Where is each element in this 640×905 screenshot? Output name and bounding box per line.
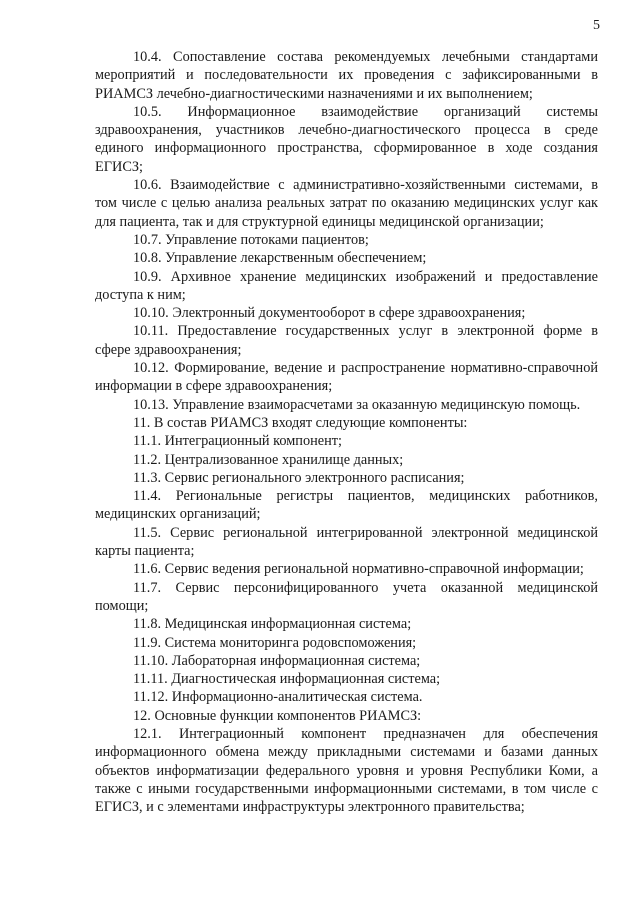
paragraph-10-4: 10.4. Сопоставление состава рекомендуемых лечебными стандартами мероприятий и последовательности их проведения с зафиксированными в РИАМСЗ лечебно-диагностическими назначениями и их выполнением; (95, 49, 598, 102)
paragraph-11-9: 11.9. Система мониторинга родовспоможения; (133, 634, 417, 651)
paragraph-11-6: 11.6. Сервис ведения региональной нормативно-справочной информации; (133, 561, 584, 578)
paragraph-11-3: 11.3. Сервис регионального электронного расписания; (133, 469, 465, 486)
paragraph-11-5: 11.5. Сервис региональной интегрированной электронной медицинской карты пациента; (95, 524, 598, 560)
paragraph-10-9: 10.9. Архивное хранение медицинских изображений и предоставление доступа к ним; (95, 268, 598, 303)
paragraph-11: 11. В состав РИАМСЗ входят следующие компоненты: (133, 414, 468, 431)
paragraph-10-5: 10.5. Информационное взаимодействие организаций системы здравоохранения, участников лечебно-диагностического процесса в среде единого информационного пространства, сформированное в ходе создания ЕГИСЗ; (95, 103, 598, 175)
paragraph-10-8: 10.8. Управление лекарственным обеспечением; (133, 250, 427, 267)
paragraph-10-13: 10.13. Управление взаиморасчетами за оказанную медицинскую помощь. (133, 396, 581, 413)
paragraph-10-10: 10.10. Электронный документооборот в сфере здравоохранения; (133, 305, 526, 322)
paragraph-10-6: 10.6. Взаимодействие с административно-хозяйственными системами, в том числе с целью анализа реальных затрат по оказанию медицинских услуг как для пациента, так и для структурной единицы медицинской организации; (95, 177, 598, 230)
document-body (95, 48, 598, 816)
paragraph-10-12: 10.12. Формирование, ведение и распространение нормативно-справочной информации в сфере здравоохранения; (95, 360, 598, 395)
paragraph-11-7: 11.7. Сервис персонифицированного учета оказанной медицинской помощи; (95, 579, 598, 614)
paragraph-11-1: 11.1. Интеграционный компонент; (133, 433, 342, 450)
paragraph-11-4: 11.4. Региональные регистры пациентов, медицинских работников, медицинских организаций; (95, 488, 598, 523)
page-number: 5 (593, 18, 600, 33)
paragraph-11-12: 11.12. Информационно-аналитическая система. (133, 689, 423, 706)
paragraph-12-1: 12.1. Интеграционный компонент предназначен для обеспечения информационного обмена между прикладными системами и базами данных объектов информатизации федерального уровня и уровня Республики Коми, а также с иными государственными информационными системами, в том числе с ЕГИСЗ, и с элементами инфраструктуры электронного правительства; (95, 725, 598, 816)
paragraph-12: 12. Основные функции компонентов РИАМСЗ: (133, 707, 422, 724)
paragraph-11-8: 11.8. Медицинская информационная система; (133, 616, 412, 633)
paragraph-10-7: 10.7. Управление потоками пациентов; (133, 231, 369, 248)
paragraph-11-11: 11.11. Диагностическая информационная система; (133, 671, 441, 688)
paragraph-11-2: 11.2. Централизованное хранилище данных; (133, 451, 404, 468)
paragraph-10-11: 10.11. Предоставление государственных услуг в электронной форме в сфере здравоохранения; (95, 323, 598, 358)
paragraph-11-10: 11.10. Лабораторная информационная система; (133, 652, 421, 669)
